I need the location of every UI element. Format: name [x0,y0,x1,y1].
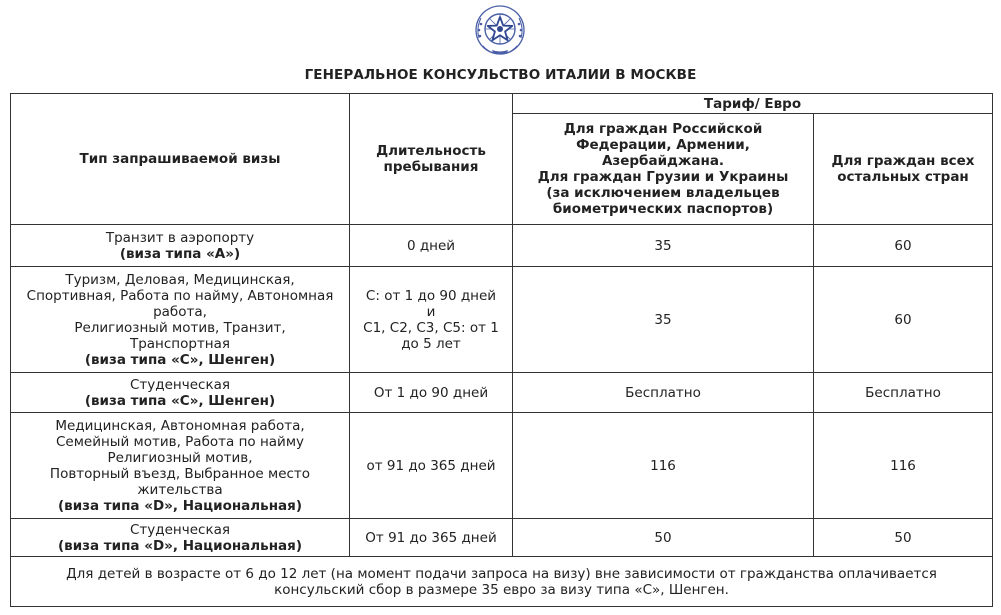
fee-group1-cell: 50 [513,519,814,557]
fee-group1-cell: 35 [513,225,814,267]
document-title: ГЕНЕРАЛЬНОЕ КОНСУЛЬСТВО ИТАЛИИ В МОСКВЕ [304,67,697,83]
table-row [11,267,993,373]
fee-group1-cell: 35 [513,267,814,373]
duration-cell: от 91 до 365 дней [350,413,513,519]
duration-cell: От 1 до 90 дней [350,373,513,413]
italian-republic-emblem-icon [470,0,530,60]
visa-type-cell: Туризм, Деловая, Медицинская, Спортивная, Работа по найму, Автономная работа, Религиозный мотив, Транзит, Транспортная (виза типа «С», Шенген) [11,267,350,373]
visa-type-cell: Студенческая (виза типа «С», Шенген) [11,373,350,413]
tariff-header: Тариф/ Евро [513,94,993,114]
visa-type-cell: Транзит в аэропорту (виза типа «А») [11,225,350,267]
fee-group1-cell: 116 [513,413,814,519]
duration-cell: С: от 1 до 90 дней и С1, С2, С3, С5: от 1 до 5 лет [350,267,513,373]
table-row [11,225,993,267]
header-row-top [11,94,993,114]
table-row [11,373,993,413]
footnote-row [11,557,993,607]
visa-type-cell: Студенческая (виза типа «D», Национальная) [11,519,350,557]
duration-cell: От 91 до 365 дней [350,519,513,557]
children-fee-footnote: Для детей в возрасте от 6 до 12 лет (на момент подачи запроса на визу) вне зависимости от гражданства оплачивается консульский сбор в размере 35 евро за визу типа «С», Шенген. [11,557,993,607]
duration-cell: 0 дней [350,225,513,267]
fee-group2-cell: 116 [814,413,993,519]
table-row [11,519,993,557]
consular-fees-table [10,93,993,607]
visa-type-cell: Медицинская, Автономная работа, Семейный мотив, Работа по найму Религиозный мотив, Повторный въезд, Выбранное место жительства (виза типа «D», Национальная) [11,413,350,519]
table-row [11,413,993,519]
group1-header: Для граждан Российской Федерации, Армении, Азербайджана. Для граждан Грузии и Украины (за исключением владельцев биометрических паспортов) [513,114,814,225]
visa-type-header: Тип запрашиваемой визы [11,94,350,225]
fee-group2-cell: 50 [814,519,993,557]
fee-group1-cell: Бесплатно [513,373,814,413]
fee-group2-cell: 60 [814,267,993,373]
group2-header: Для граждан всех остальных стран [814,114,993,225]
fee-group2-cell: Бесплатно [814,373,993,413]
fee-group2-cell: 60 [814,225,993,267]
duration-header: Длительность пребывания [350,94,513,225]
